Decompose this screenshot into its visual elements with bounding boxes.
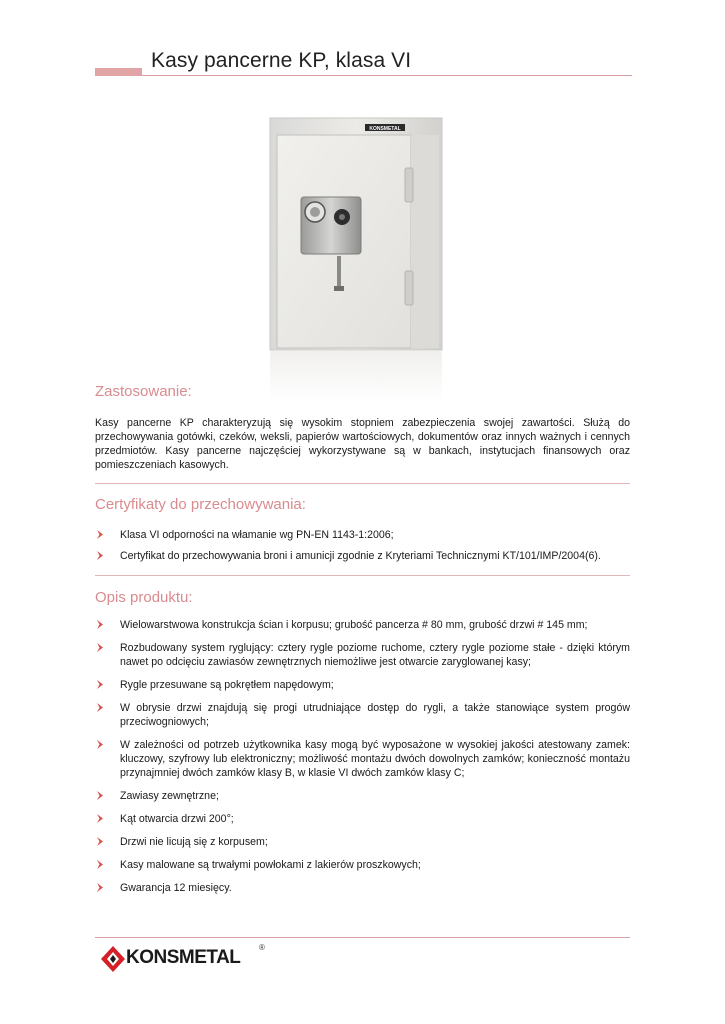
list-item: Kąt otwarcia drzwi 200°; bbox=[95, 812, 630, 826]
list-item: Rygle przesuwane są pokrętłem napędowym; bbox=[95, 678, 630, 692]
footer-divider bbox=[95, 937, 630, 938]
chevron-right-icon bbox=[95, 739, 106, 750]
chevron-right-icon bbox=[95, 836, 106, 847]
list-item: Gwarancja 12 miesięcy. bbox=[95, 881, 630, 895]
list-item: W obrysie drzwi znajdują się progi utrudniające dostęp do rygli, a także stanowiące system progów przeciwogniowych; bbox=[95, 701, 630, 729]
usage-paragraph: Kasy pancerne KP charakteryzują się wysokim stopniem zabezpieczenia swojej zawartości. Służą do przechowywania gotówki, czeków, weksli, papierów wartościowych, dokumentów oraz innych ważnych i cennych przedmiotów. Kasy pancerne najczęściej wykorzystywane są w bankach, instytucjach finansowych oraz pomieszczeniach kasowych. bbox=[95, 417, 630, 471]
page-title: Kasy pancerne KP, klasa VI bbox=[151, 49, 412, 72]
registered-mark: ® bbox=[259, 943, 265, 952]
description-list bbox=[95, 618, 630, 895]
list-item: W zależności od potrzeb użytkownika kasy mogą być wyposażone w wysokiej jakości atestowany zamek: kluczowy, szyfrowy lub elektroniczny; możliwość montażu dwóch dowolnych zamków; konieczność montażu przynajmniej dwóch zamków klasy B, w klasie VI dwóch zamków klasy C; bbox=[95, 738, 630, 780]
chevron-right-icon bbox=[95, 882, 106, 893]
list-item: Wielowarstwowa konstrukcja ścian i korpusu; grubość pancerza # 80 mm, grubość drzwi # 145 mm; bbox=[95, 618, 630, 632]
safe-brand-plate: KONSMETAL bbox=[369, 126, 401, 132]
chevron-right-icon bbox=[95, 619, 106, 630]
section-divider bbox=[95, 483, 630, 484]
description-heading: Opis produktu: bbox=[95, 589, 193, 606]
chevron-right-icon bbox=[95, 550, 106, 561]
safe-product-image bbox=[267, 116, 447, 406]
chevron-right-icon bbox=[95, 790, 106, 801]
section-divider bbox=[95, 575, 630, 576]
list-item: Drzwi nie licują się z korpusem; bbox=[95, 835, 630, 849]
footer-logo-text: KONSMETAL bbox=[126, 947, 241, 968]
certificates-heading: Certyfikaty do przechowywania: bbox=[95, 496, 306, 513]
title-accent-bar bbox=[95, 68, 142, 76]
list-item: Klasa VI odporności na włamanie wg PN-EN 1143-1:2006; bbox=[95, 528, 630, 542]
list-item: Kasy malowane są trwałymi powłokami z lakierów proszkowych; bbox=[95, 858, 630, 872]
list-item: Zawiasy zewnętrzne; bbox=[95, 789, 630, 803]
chevron-right-icon bbox=[95, 813, 106, 824]
chevron-right-icon bbox=[95, 679, 106, 690]
list-item: Rozbudowany system ryglujący: cztery rygle poziome ruchome, cztery rygle poziome stałe - dzięki którym nawet po odcięciu zawiasów zewnętrznych niemożliwe jest otwarcie zaryglowanej kasy; bbox=[95, 641, 630, 669]
title-underline bbox=[142, 75, 632, 76]
certificates-list bbox=[95, 528, 630, 563]
konsmetal-logo-icon bbox=[100, 945, 126, 973]
chevron-right-icon bbox=[95, 859, 106, 870]
chevron-right-icon bbox=[95, 529, 106, 540]
usage-heading: Zastosowanie: bbox=[95, 383, 192, 400]
list-item: Certyfikat do przechowywania broni i amunicji zgodnie z Kryteriami Technicznymi KT/101/IMP/2004(6). bbox=[95, 549, 630, 563]
chevron-right-icon bbox=[95, 702, 106, 713]
chevron-right-icon bbox=[95, 642, 106, 653]
